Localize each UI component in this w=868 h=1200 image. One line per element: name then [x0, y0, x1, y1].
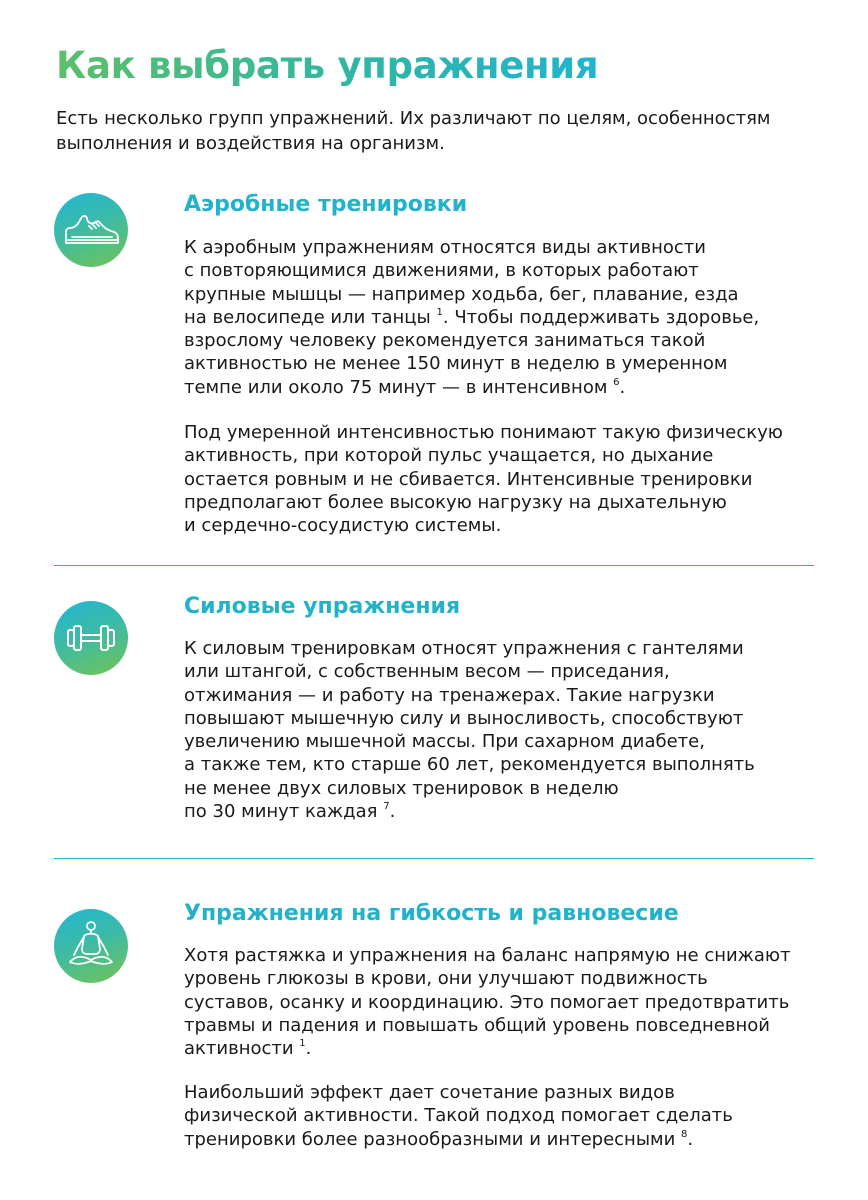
section-divider [54, 858, 814, 859]
footnote-ref: 6 [613, 376, 620, 388]
footnote-ref: 8 [681, 1128, 688, 1140]
text-line: увеличению мышечной массы. При сахарном диабете, [184, 731, 705, 753]
text-line: и сердечно-сосудистую системы. [184, 515, 502, 537]
text-line: остается ровным и не сбивается. Интенсивные тренировки [184, 468, 753, 490]
text-line [184, 800, 824, 823]
footnote-ref: 1 [299, 1038, 306, 1050]
aerobic-paragraph-1 [184, 236, 824, 399]
text-line: Наибольший эффект дает сочетание разных видов [184, 1082, 675, 1103]
text-line: травмы и падения и повышать общий уровень повседневной [184, 1014, 770, 1036]
intro-paragraph [56, 106, 816, 156]
text-line-end: . Чтобы поддерживать здоровье, [442, 306, 760, 328]
text-line: К аэробным упражнениям относятся виды активности [184, 237, 706, 258]
dumbbell-icon [54, 601, 128, 675]
text-line-start: активности [184, 1038, 294, 1060]
text-line: суставов, осанку и координацию. Это помогает предотвратить [184, 991, 790, 1013]
text-line: физической активности. Такой подход помогает сделать [184, 1105, 733, 1127]
footnote-ref: 7 [383, 801, 390, 813]
text-line: не менее двух силовых тренировок в неделю [184, 777, 619, 799]
footnote-ref: 1 [436, 306, 443, 318]
flexibility-paragraph-2 [184, 1081, 824, 1151]
text-line: предполагают более высокую нагрузку на дыхательную [184, 491, 727, 513]
text-line [184, 306, 824, 329]
text-line: Хотя растяжка и упражнения на баланс напрямую не снижают [184, 945, 791, 966]
text-line-end: . [687, 1128, 694, 1150]
text-line: Под умеренной интенсивностью понимают такую физическую [184, 422, 783, 443]
text-line [184, 1128, 824, 1151]
aerobic-section-badge [54, 193, 128, 267]
text-line: крупные мышцы — например ходьба, бег, плавание, езда [184, 283, 739, 305]
text-line-start: по 30 минут каждая [184, 801, 378, 823]
text-line: а также тем, кто старше 60 лет, рекомендуется выполнять [184, 754, 755, 776]
text-line: повышают мышечную силу и выносливость, способствуют [184, 707, 744, 729]
yoga-pose-icon [54, 909, 128, 983]
flexibility-section-title: Упражнения на гибкость и равновесие [184, 901, 679, 926]
text-line: отжимания — и работу на тренажерах. Такие нагрузки [184, 684, 715, 706]
text-line-start: темпе или около 75 минут — в интенсивном [184, 376, 608, 398]
text-line [184, 1037, 824, 1060]
text-line: взрослому человеку рекомендуется заниматься такой [184, 330, 706, 352]
flexibility-paragraph-1 [184, 944, 824, 1060]
flexibility-section-badge [54, 909, 128, 983]
strength-paragraph [184, 637, 824, 823]
text-line-start: тренировки более разнообразными и интересными [184, 1128, 676, 1150]
text-line-end: . [305, 1038, 312, 1060]
text-line: или штангой, с собственным весом — приседания, [184, 661, 670, 683]
text-line: активность, при которой пульс учащается, но дыхание [184, 445, 714, 467]
text-line-end: . [619, 376, 626, 398]
intro-line: Есть несколько групп упражнений. Их различают по целям, особенностям [56, 108, 771, 129]
text-line: уровень глюкозы в крови, они улучшают подвижность [184, 968, 708, 990]
strength-section-badge [54, 601, 128, 675]
strength-section-title: Силовые упражнения [184, 594, 461, 619]
intro-line: выполнения и воздействия на организм. [56, 133, 445, 154]
text-line: активностью не менее 150 минут в неделю в умеренном [184, 353, 728, 375]
sneaker-icon [54, 193, 128, 267]
page-title: Как выбрать упражнения [56, 44, 599, 87]
text-line: К силовым тренировкам относят упражнения с гантелями [184, 638, 744, 659]
aerobic-section-title: Аэробные тренировки [184, 192, 468, 217]
aerobic-paragraph-2 [184, 421, 824, 537]
text-line-end: . [389, 801, 396, 823]
text-line: с повторяющимися движениями, в которых работают [184, 260, 699, 282]
text-line [184, 376, 824, 399]
text-line-start: на велосипеде или танцы [184, 306, 431, 328]
section-divider [54, 565, 814, 566]
